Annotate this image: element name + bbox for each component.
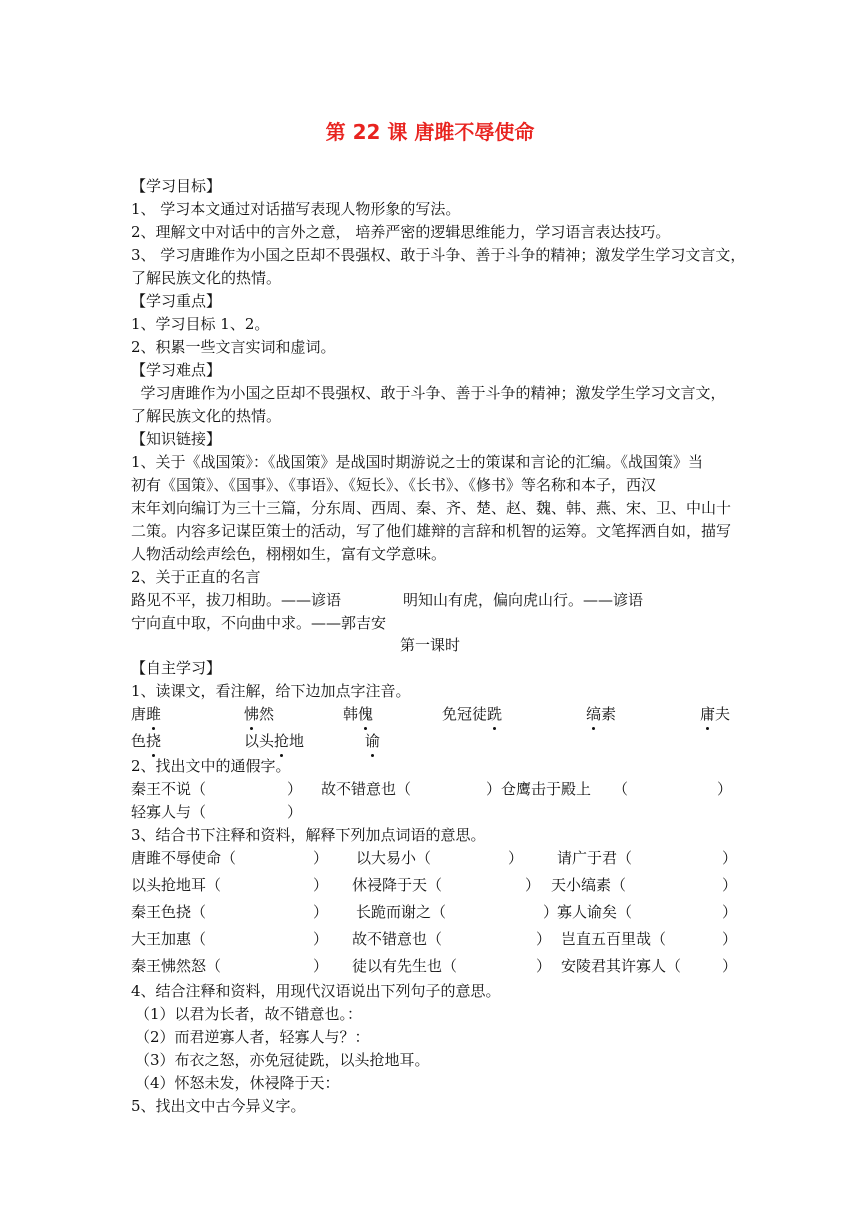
q3-cell: ）: [722, 957, 738, 975]
q2-item: ）仓鹰击于殿上: [486, 780, 592, 798]
q1-word-text: 谕: [365, 729, 380, 753]
q3-cell: 以大易小（: [356, 849, 432, 867]
q1-word-text: 傀: [358, 702, 373, 726]
self-study-heading: 【自主学习】: [131, 659, 222, 677]
goals-heading: 【学习目标】: [131, 177, 222, 195]
q1-word: 色挠: [131, 729, 161, 753]
q2-item: （: [613, 780, 629, 798]
knowledge-p2-heading: 2、关于正直的名言: [131, 568, 261, 586]
q3-cell: ）: [313, 930, 329, 948]
q3-cell: ）: [722, 876, 738, 894]
goals-item-3a: 3、 学习唐雎作为小国之臣却不畏强权、敢于斗争、善于斗争的精神；激发学生学习文言文，: [131, 246, 746, 264]
q3-cell: 天小缟素（: [551, 876, 627, 894]
q3-cell: ）: [536, 957, 552, 975]
q1-word-text: 怫: [244, 702, 259, 726]
q3-cell: ）: [508, 849, 524, 867]
q1-word: 缟素: [586, 702, 616, 726]
q3-cell: 秦王色挠（: [131, 903, 207, 921]
q2-item: 故不错意也（: [321, 780, 412, 798]
q3-cell: ）: [722, 849, 738, 867]
q3-cell: 徒以有先生也（: [352, 957, 458, 975]
knowledge-heading: 【知识链接】: [131, 430, 222, 448]
q1-word-text: 雎: [146, 702, 161, 726]
q3-cell: ）: [525, 876, 541, 894]
q1-word-text: 抢: [274, 729, 289, 753]
q3-cell: ）: [536, 930, 552, 948]
q1-word: 免冠徒跣: [442, 702, 502, 726]
q3-cell: ）: [313, 876, 329, 894]
knowledge-p1-line-1: 1、关于《战国策》：《战国策》是战国时期游说之士的策谋和言论的汇编。《战国策》当: [131, 453, 704, 471]
key-points-item-1: 1、学习目标 1、2。: [131, 315, 270, 333]
q3-cell: 寡人谕矣（: [557, 903, 633, 921]
difficulties-heading: 【学习难点】: [131, 361, 222, 379]
difficulties-line-a: 学习唐雎作为小国之臣却不畏强权、敢于斗争、善于斗争的精神；激发学生学习文言文，: [131, 384, 726, 402]
q1-word-text: 缟: [586, 702, 601, 726]
question-4: 4、结合注释和资料，用现代汉语说出下列句子的意思。: [131, 982, 501, 1000]
quote-2: 明知山有虎，偏向虎山行。——谚语: [403, 591, 644, 609]
q3-cell: 安陵君其许寡人（: [561, 957, 682, 975]
q1-word-text: 跣: [487, 702, 502, 726]
q1-word: [365, 729, 380, 753]
q3-cell: ）: [313, 957, 329, 975]
q3-cell: ）: [543, 903, 559, 921]
question-3: 3、结合书下注释和资料，解释下列加点词语的意思。: [131, 826, 486, 844]
q1-word-text: 庸: [700, 702, 715, 726]
q3-cell: ）: [722, 930, 738, 948]
q4-item: （3）布衣之怒，亦免冠徒跣，以头抢地耳。: [135, 1051, 430, 1069]
page-title: 第 22 课 唐雎不辱使命: [325, 120, 535, 144]
quote-3: 宁向直中取，不向曲中求。——郭吉安: [131, 614, 387, 632]
goals-item-2: 2、理解文中对话中的言外之意， 培养严密的逻辑思维能力，学习语言表达技巧。: [131, 223, 671, 241]
q4-item: （2）而君逆寡人者，轻寡人与？：: [135, 1028, 370, 1046]
q3-cell: ）: [313, 849, 329, 867]
goals-item-1: 1、 学习本文通过对话描写表现人物形象的写法。: [131, 200, 461, 218]
q3-cell: 以头抢地耳（: [131, 876, 222, 894]
q1-word: 怫然: [244, 702, 274, 726]
key-points-item-2: 2、积累一些文言实词和虚词。: [131, 338, 336, 356]
q1-word: 以头抢地: [244, 729, 304, 753]
knowledge-p1-line-4: 二策。内容多记谋臣策士的活动，写了他们雄辩的言辞和机智的运筹。文笔挥洒自如，描写: [131, 522, 732, 540]
q2-item: 轻寡人与（: [131, 803, 207, 821]
q3-cell: ）: [722, 903, 738, 921]
q3-cell: 大王加惠（: [131, 930, 207, 948]
q4-item: （4）怀怒未发，休祲降于天：: [135, 1074, 340, 1092]
quote-1: 路见不平，拔刀相助。——谚语: [131, 591, 342, 609]
q4-item: （1）以君为长者，故不错意也。：: [135, 1005, 363, 1023]
q3-cell: 唐雎不辱使命（: [131, 849, 237, 867]
q1-word: 庸夫: [700, 702, 730, 726]
difficulties-line-b: 了解民族文化的热情。: [131, 407, 282, 425]
q2-item: ）: [717, 780, 733, 798]
knowledge-p1-line-2: 初有《国策》、《国事》、《事语》、《短长》、《长书》、《修书》等名称和本子，西汉: [131, 476, 657, 494]
q3-cell: 请广于君（: [557, 849, 633, 867]
q1-word: 韩傀: [343, 702, 373, 726]
q2-item: ）: [287, 803, 303, 821]
q3-cell: 休祲降于天（: [352, 876, 443, 894]
q3-cell: ）: [313, 903, 329, 921]
q2-item: 秦王不说（: [131, 780, 207, 798]
q3-cell: 故不错意也（: [352, 930, 443, 948]
q3-cell: 长跪而谢之（: [356, 903, 447, 921]
q1-word-text: 挠: [146, 729, 161, 753]
q2-item: ）: [287, 780, 303, 798]
knowledge-p1-line-5: 人物活动绘声绘色，栩栩如生，富有文学意味。: [131, 545, 447, 563]
question-1: 1、读课文，看注解，给下边加点字注音。: [131, 682, 411, 700]
goals-item-3b: 了解民族文化的热情。: [131, 269, 282, 287]
question-2: 2、找出文中的通假字。: [131, 757, 291, 775]
knowledge-p1-line-3: 末年刘向编订为三十三篇，分东周、西周、秦、齐、楚、赵、魏、韩、燕、宋、卫、中山十: [131, 499, 732, 517]
question-5: 5、找出文中古今异义字。: [131, 1097, 306, 1115]
q3-cell: 秦王怫然怒（: [131, 957, 222, 975]
q1-word: 唐雎: [131, 702, 161, 726]
key-points-heading: 【学习重点】: [131, 292, 222, 310]
q3-cell: 岂直五百里哉（: [561, 930, 667, 948]
lesson-label: 第一课时: [399, 636, 460, 654]
